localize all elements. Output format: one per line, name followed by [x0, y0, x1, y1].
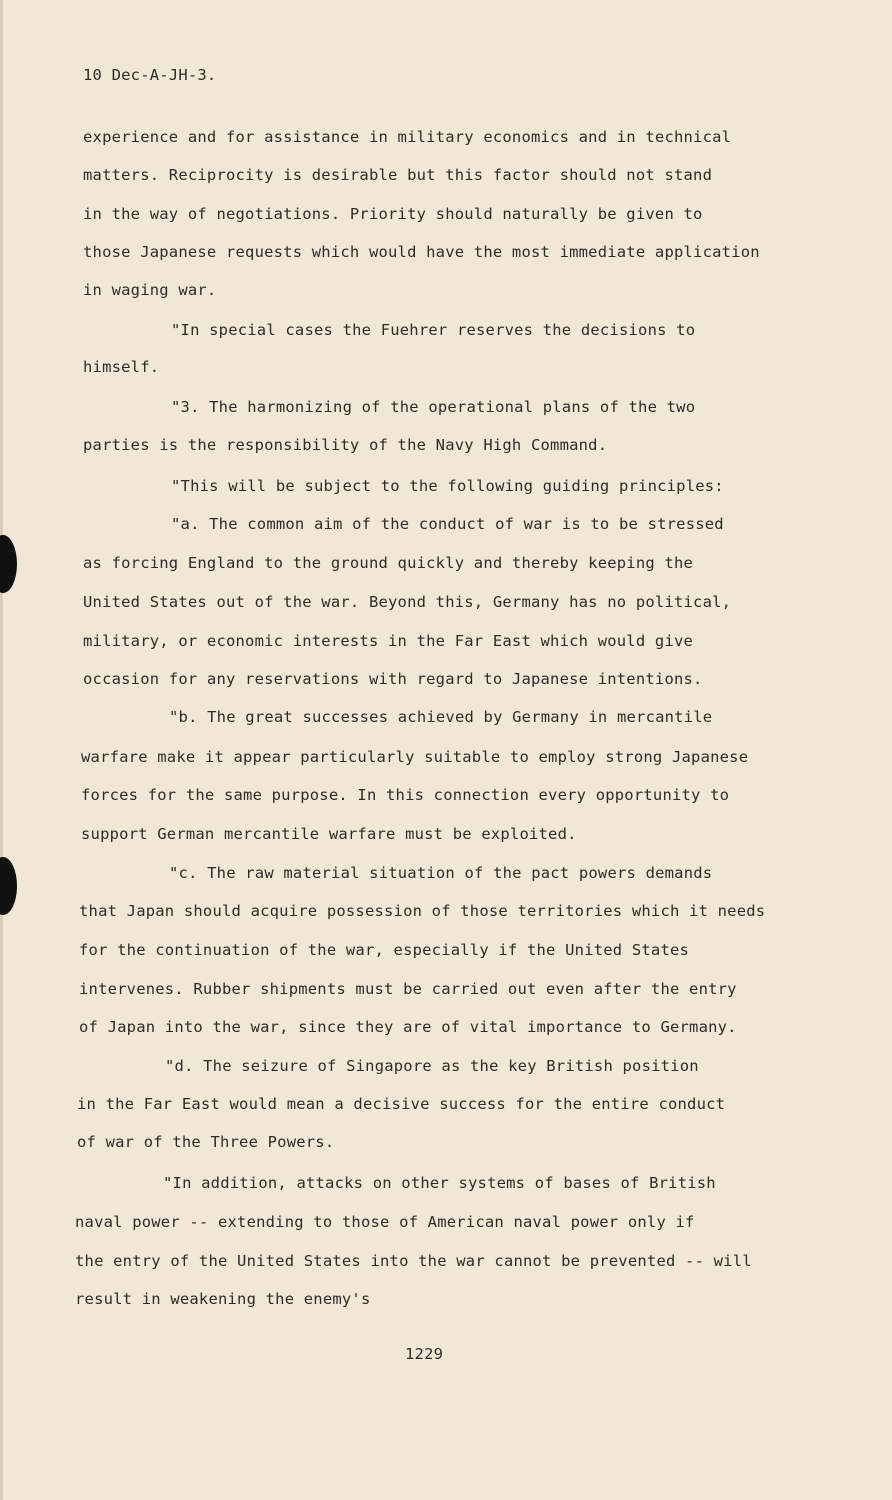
binder-hole — [0, 857, 17, 915]
text-line: parties is the responsibility of the Navy High Command. — [83, 436, 608, 454]
text-line: those Japanese requests which would have the most immediate application — [83, 243, 760, 261]
text-line: experience and for assistance in military economics and in technical — [83, 128, 732, 146]
text-line: "b. The great successes achieved by Germany in mercantile — [169, 708, 713, 726]
text-line: United States out of the war. Beyond this, Germany has no political, — [83, 593, 732, 611]
text-line: "c. The raw material situation of the pact powers demands — [169, 864, 713, 882]
text-line: that Japan should acquire possession of those territories which it needs — [79, 902, 766, 920]
text-line: intervenes. Rubber shipments must be carried out even after the entry — [79, 980, 737, 998]
text-line: himself. — [83, 358, 160, 376]
text-line: "This will be subject to the following guiding principles: — [171, 477, 724, 495]
text-line: as forcing England to the ground quickly and thereby keeping the — [83, 554, 694, 572]
text-line: matters. Reciprocity is desirable but this factor should not stand — [83, 166, 713, 184]
text-line: in the Far East would mean a decisive success for the entire conduct — [77, 1095, 726, 1113]
document-reference: 10 Dec-A-JH-3. — [83, 66, 217, 84]
text-line: warfare make it appear particularly suitable to employ strong Japanese — [81, 748, 749, 766]
text-line: of war of the Three Powers. — [77, 1133, 335, 1151]
text-line: in waging war. — [83, 281, 217, 299]
binder-hole — [0, 535, 17, 593]
text-line: military, or economic interests in the Far East which would give — [83, 632, 694, 650]
text-line: "3. The harmonizing of the operational plans of the two — [171, 398, 696, 416]
text-line: of Japan into the war, since they are of vital importance to Germany. — [79, 1018, 737, 1036]
text-line: result in weakening the enemy's — [75, 1290, 371, 1308]
text-line: in the way of negotiations. Priority should naturally be given to — [83, 205, 703, 223]
text-line: "a. The common aim of the conduct of war is to be stressed — [171, 515, 724, 533]
text-line: naval power -- extending to those of American naval power only if — [75, 1213, 695, 1231]
text-line: occasion for any reservations with regard to Japanese intentions. — [83, 670, 703, 688]
text-line: the entry of the United States into the war cannot be prevented -- will — [75, 1252, 752, 1270]
text-line: "d. The seizure of Singapore as the key British position — [165, 1057, 699, 1075]
text-line: "In addition, attacks on other systems of bases of British — [163, 1174, 716, 1192]
text-line: "In special cases the Fuehrer reserves the decisions to — [171, 321, 696, 339]
text-line: forces for the same purpose. In this connection every opportunity to — [81, 786, 730, 804]
page-number: 1229 — [405, 1345, 444, 1363]
text-line: for the continuation of the war, especially if the United States — [79, 941, 690, 959]
text-line: support German mercantile warfare must be exploited. — [81, 825, 577, 843]
